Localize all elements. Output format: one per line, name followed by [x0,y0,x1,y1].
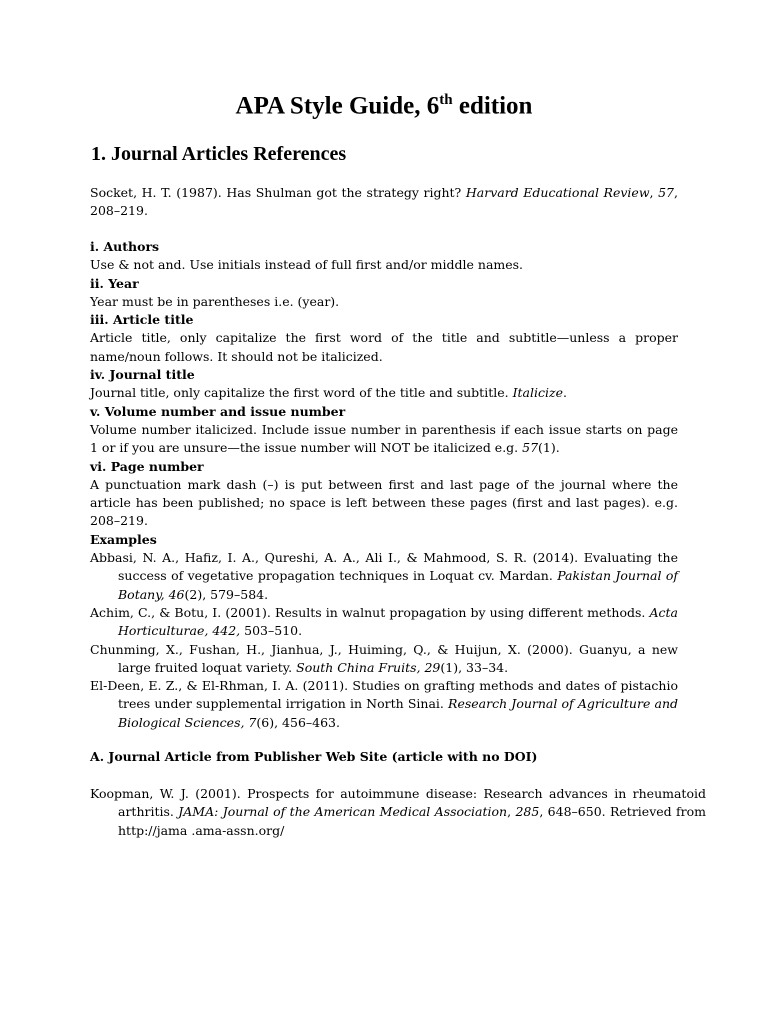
ref-journal: Harvard Educational Review [465,185,650,200]
year-text: Year must be in parentheses i.e. (year). [90,293,340,309]
article-title-text: Article title, only capitalize the first word of the title and subtitle—unless a proper name/noun follows. It should not be italicized. [90,330,678,364]
ref-text: Koopman, W. J. (2001). Prospects for autoimmune disease: Research advances in rheumatoid arthritis. [90,786,706,820]
example-ref-4 [90,677,678,732]
ref-text: Achim, C., & Botu, I. (2001). Results in walnut propagation by using different methods. [90,604,650,620]
ref-journal: Acta Horticulturae, 442, [118,604,678,639]
ref-journal: JAMA: Journal of the American Medical Association [178,804,508,820]
ref-volume: 57 [658,185,675,200]
ref-journal: Research Journal of Agriculture and Biological Sciences, 7 [118,696,679,730]
page-title [0,92,768,120]
journal-title-text [90,384,678,402]
heading-year: ii. Year [90,275,139,291]
heading-authors: i. Authors [90,239,160,254]
title-text: APA Style Guide, 6 [235,92,440,120]
ref-journal: Pakistan Journal of Botany, 46 [118,568,678,602]
ref-pages: , 208–219. [90,185,678,219]
section-heading-journal-articles: 1. Journal Articles References [91,143,347,165]
section-heading-publisher-web: A. Journal Article from Publisher Web Site (article with no DOI) [90,749,538,764]
volume-end: (1). [538,440,560,456]
ref-volume: 285 [515,804,540,820]
journal-end: . [562,385,567,401]
heading-article-title: iii. Article title [90,312,194,328]
volume-text [90,421,678,458]
ref-sep: , [649,185,659,200]
ref-end: (1), 33–34. [440,659,509,675]
ref-sep: , [507,804,516,820]
ref-text: Socket, H. T. (1987). Has Shulman got the strategy right? [90,185,466,200]
page-number-text: A punctuation mark dash (–) is put between first and last page of the journal where the article has been published; no space is left between these pages (first and last pages). e.g. 208–219. [90,476,678,529]
ref-text: Chunming, X., Fushan, H., Jianhua, J., Huiming, Q., & Huijun, X. (2000). Guanyu, a new large fruited loquat variety. [90,641,678,675]
heading-page-number: vi. Page number [90,458,204,474]
ref-text: El-Deen, E. Z., & El-Rhman, I. A. (2011). Studies on grafting methods and dates of pistachio trees under supplemental irrigation in North Sinai. [90,678,678,712]
ref-end: , 648–650. Retrieved from http://jama .ama-assn.org/ [118,804,707,838]
example-ref-1 [90,549,678,604]
heading-examples: Examples [90,531,157,547]
journal-italic: Italicize [512,385,563,401]
heading-journal-title: iv. Journal title [90,367,195,383]
ref-text: Abbasi, N. A., Hafiz, I. A., Qureshi, A. A., Ali I., & Mahmood, S. R. (2014). Evaluating the success of vegetative propagation techniques in Loquat cv. Mardan. [90,550,678,584]
heading-volume: v. Volume number and issue number [90,403,346,419]
title-superscript: th [439,92,453,108]
publisher-web-reference [90,785,706,840]
example-reference [90,184,678,221]
volume-body: Volume number italicized. Include issue number in parenthesis if each issue starts on page 1 or if you are unsure—the issue number will NOT be italicized e.g. [90,421,678,456]
title-tail: edition [452,92,533,120]
authors-text: Use & not and. Use initials instead of full first and/or middle names. [90,257,524,273]
guidelines [90,238,678,732]
ref-end: (6), 456–463. [256,714,340,730]
example-ref-3 [90,641,678,678]
example-ref-2 [90,604,678,641]
ref-end: 503–510. [240,623,303,639]
volume-italic: 57 [522,440,539,456]
ref-journal: South China Fruits, 29 [296,659,441,675]
ref-end: (2), 579–584. [184,586,269,602]
journal-text: Journal title, only capitalize the first word of the title and subtitle. [90,385,513,401]
